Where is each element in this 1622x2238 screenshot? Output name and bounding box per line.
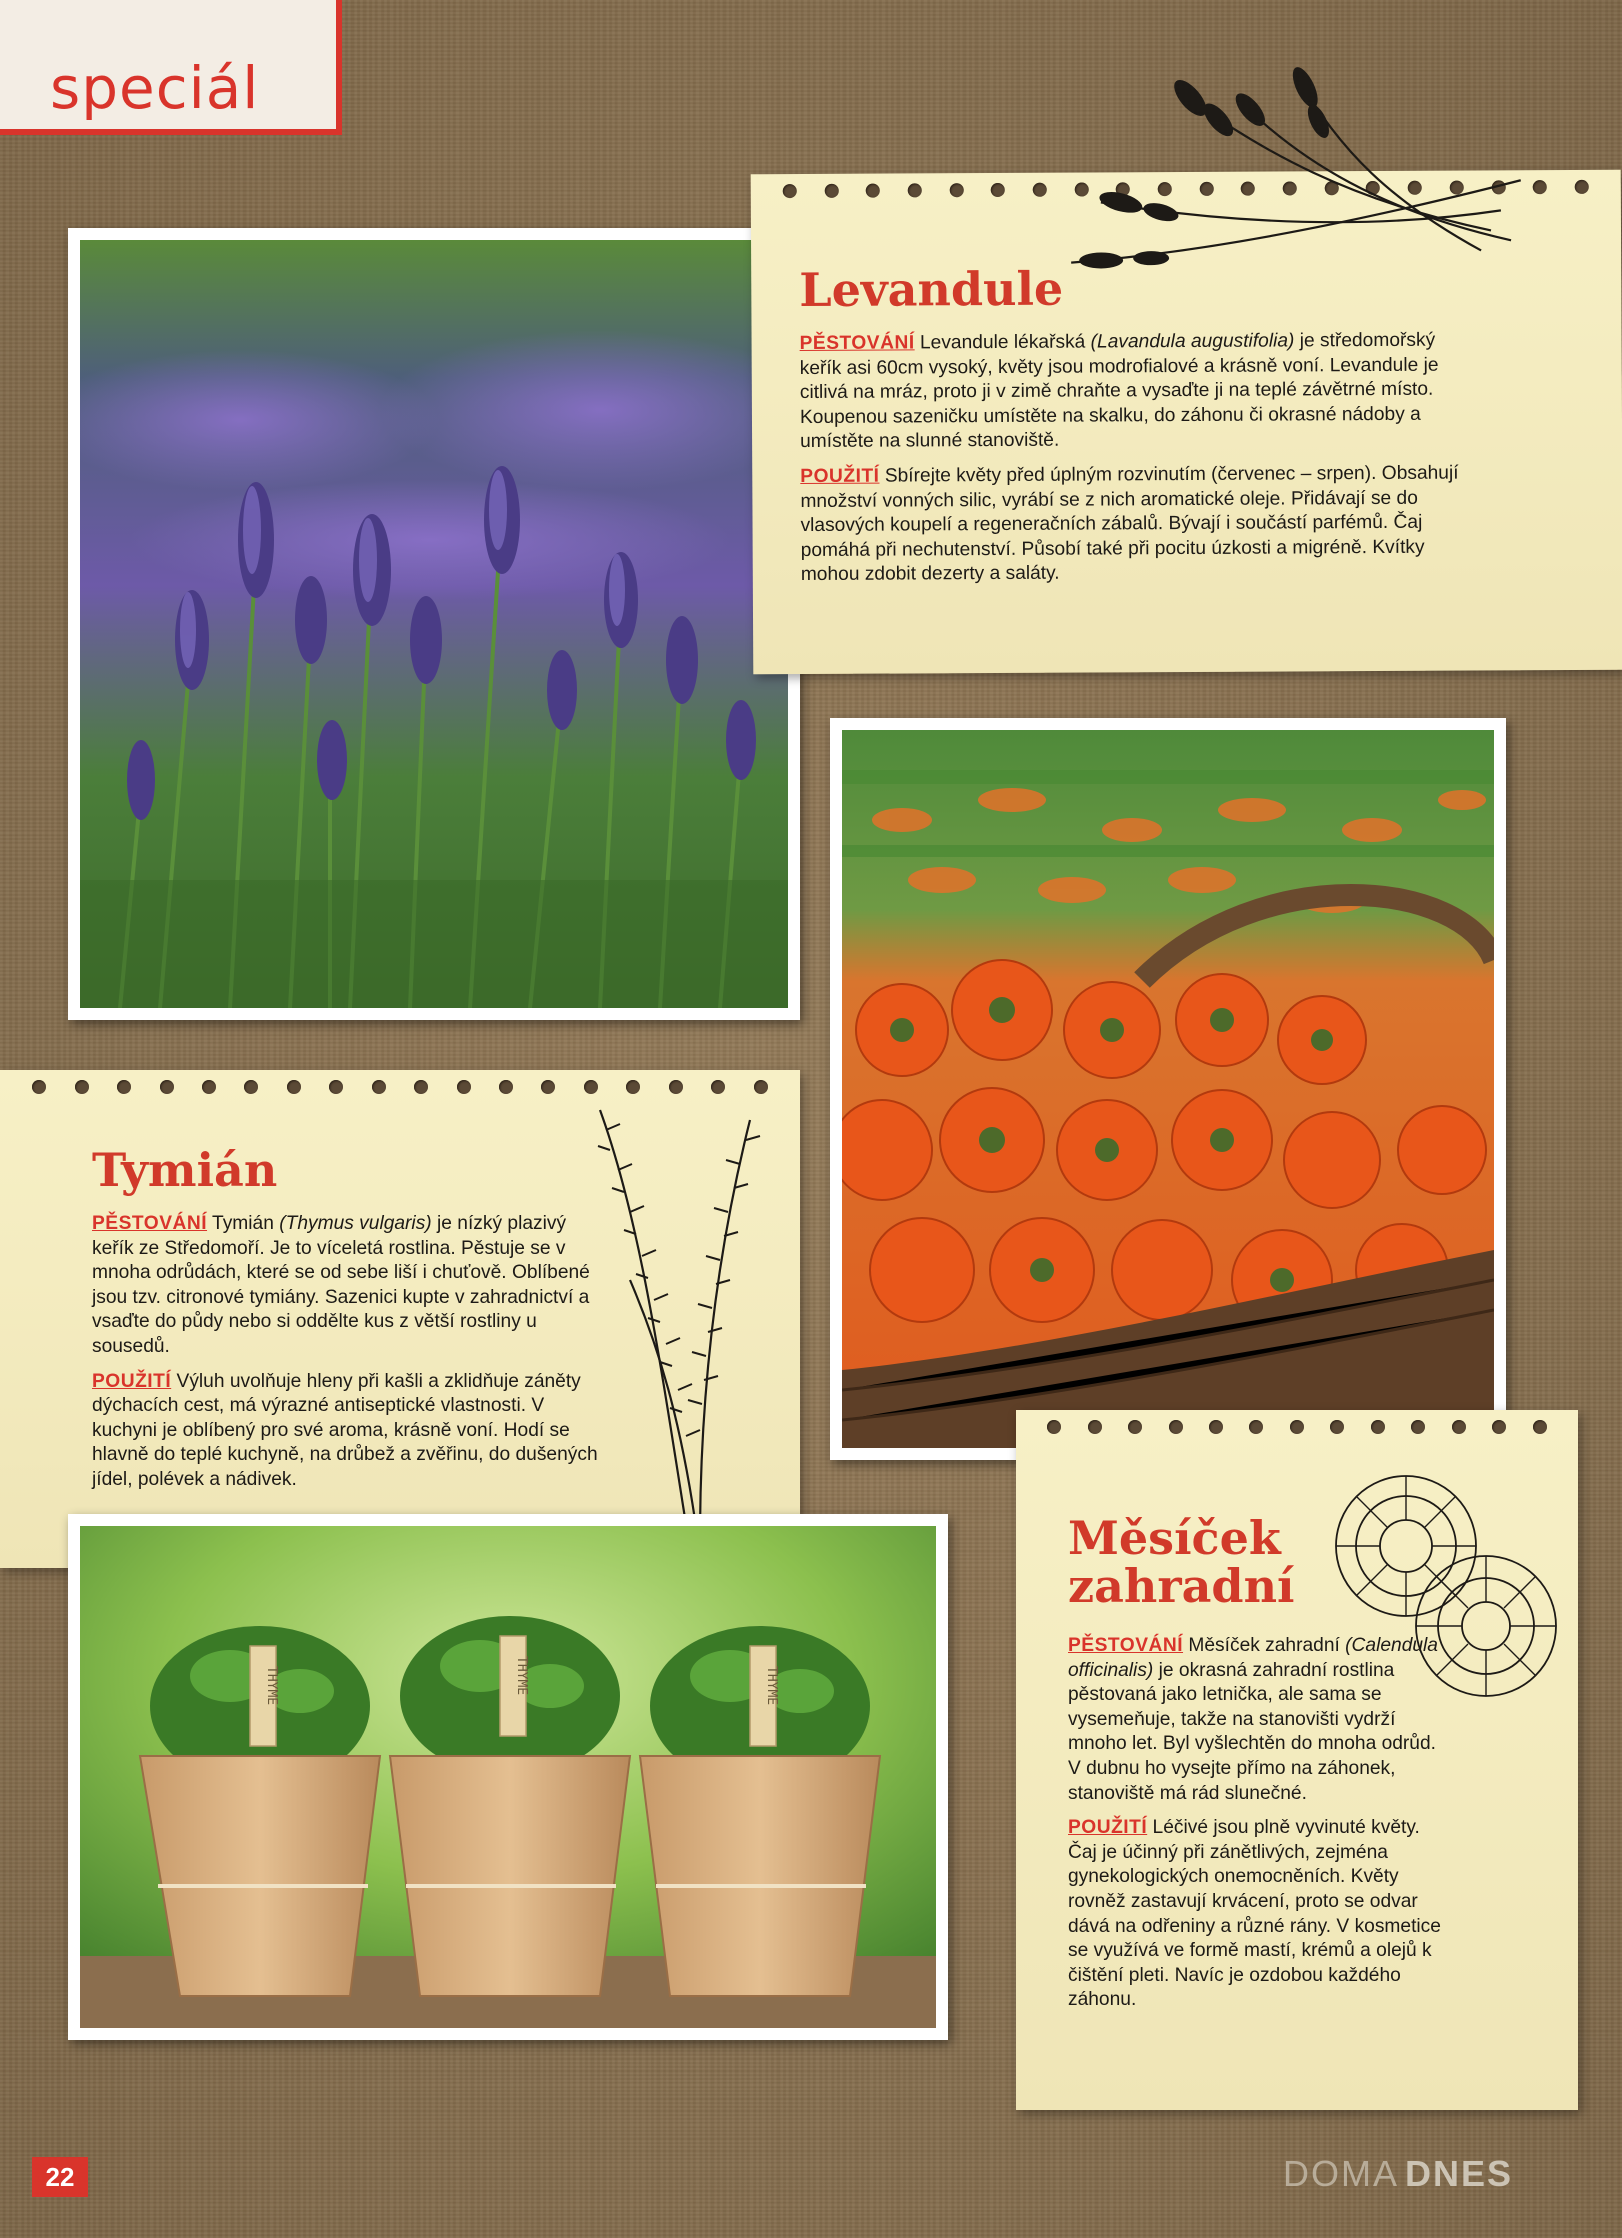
growing-label: PĚSTOVÁNÍ <box>799 332 915 355</box>
use-label: POUŽITÍ <box>1068 1817 1148 1839</box>
calendula-use-paragraph: POUŽITÍ Léčivé jsou plně vyvinuté květy. Čaj je účinný při zánětlivých, zejména gynekologických onemocněních. Květy rovněž zastavují krvácení, proto se odvar dává na odřeniny a různé rány. V kosmetice se využívá ve formě mastí, krémů a olejů k čištění pleti. Navíc je ozdobou každého záhonu. <box>1068 1817 1441 2011</box>
lavender-photo <box>68 228 800 1020</box>
thyme-use-paragraph: POUŽITÍ Výluh uvolňuje hleny při kašli a zklidňuje záněty dýchacích cest, má výrazné antiseptické vlastnosti. V kuchyni je oblíbený pro své aroma, krásně voní. Hodí se hlavně do teplé kuchyně, na drůbež a zvěřinu, do dušených jídel, polévek a nádivek. <box>92 1370 598 1490</box>
use-label: POUŽITÍ <box>92 1370 172 1392</box>
section-label: speciál <box>50 54 260 122</box>
thyme-illustration <box>80 1526 936 2028</box>
thyme-photo <box>68 1514 948 2040</box>
note-holes <box>1016 1420 1578 1438</box>
thyme-note <box>0 1070 800 1568</box>
calendula-title-line1: Měsíček <box>1068 1511 1281 1565</box>
calendula-title <box>1068 1511 1295 1614</box>
pot-label-2: THYME <box>514 1656 529 1696</box>
lavender-illustration <box>80 240 788 1008</box>
pot-label-3: THYME <box>764 1666 779 1706</box>
use-label: POUŽITÍ <box>800 465 880 487</box>
section-tag <box>0 0 342 135</box>
thyme-body <box>92 1212 612 1503</box>
pot-label-1: THYME <box>264 1666 279 1706</box>
growing-label: PĚSTOVÁNÍ <box>1068 1635 1184 1656</box>
lavender-photo-image <box>80 240 788 1008</box>
calendula-title-line2: zahradní <box>1068 1559 1295 1614</box>
calendula-growing-paragraph: PĚSTOVÁNÍ Měsíček zahradní (Calendula officinalis) je okrasná zahradní rostlina pěstovaná jako letnička, ale sama se vysemeňuje, takže na stanovišti vydrží mnoho let. Byl vyšlechtěn do mnoha odrůd. V dubnu ho vysejte přímo na záhonek, stanoviště má rád slunečné. <box>1068 1635 1438 1804</box>
calendula-illustration <box>842 730 1494 1448</box>
lavender-growing-paragraph: PĚSTOVÁNÍ Levandule lékařská (Lavandula augustifolia) je středomořský keřík asi 60cm vysoký, květy jsou modrofialové a krásně voní. Levandule je citlivá na mráz, proto ji v zimě chraňte a vysaďte ji na teplé závětrné místo. Koupenou sazeničku umístěte na skalku, do záhonu či okrasné nádoby a umístěte na slunné stanoviště. <box>799 329 1439 453</box>
lavender-body <box>800 329 1461 598</box>
brand-logo: DOMA DNES <box>1283 2153 1514 2194</box>
lavender-note <box>751 170 1622 675</box>
thyme-growing-paragraph: PĚSTOVÁNÍ Tymián (Thymus vulgaris) je nízký plazivý keřík ze Středomoří. Je to víceletá rostlina. Pěstuje se v mnoha odrůdách, které se od sebe liší i chuťově. Oblíbené jsou tzv. citronové tymiány. Sazenici kupte v zahradnictví a vsaďte do půdy nebo si oddělte kus z větší rostliny u sousedů. <box>92 1213 590 1357</box>
lavender-title: Levandule <box>799 261 1064 318</box>
calendula-body <box>1068 1634 1453 2023</box>
lavender-use-paragraph: POUŽITÍ Sbírejte květy před úplným rozvinutím (červenec – srpen). Obsahují množství vonných silic, vyrábí se z nich aromatické oleje. Přidávají se do vlasových koupelí a regeneračních zábalů. Bývají i součástí parfémů. Čaj pomáhá při nechutenství. Působí také při pocitu úzkosti a migréně. Kvítky mohou zdobit dezerty a saláty. <box>800 462 1459 586</box>
thyme-title: Tymián <box>92 1143 278 1197</box>
lavender-sketch-icon <box>1060 60 1541 303</box>
calendula-note <box>1016 1410 1578 2110</box>
page-number: 22 <box>32 2157 88 2197</box>
growing-label: PĚSTOVÁNÍ <box>92 1213 208 1234</box>
note-holes <box>0 1080 800 1098</box>
calendula-photo <box>830 718 1506 1460</box>
thyme-photo-image <box>80 1526 936 2028</box>
calendula-photo-image <box>842 730 1494 1448</box>
